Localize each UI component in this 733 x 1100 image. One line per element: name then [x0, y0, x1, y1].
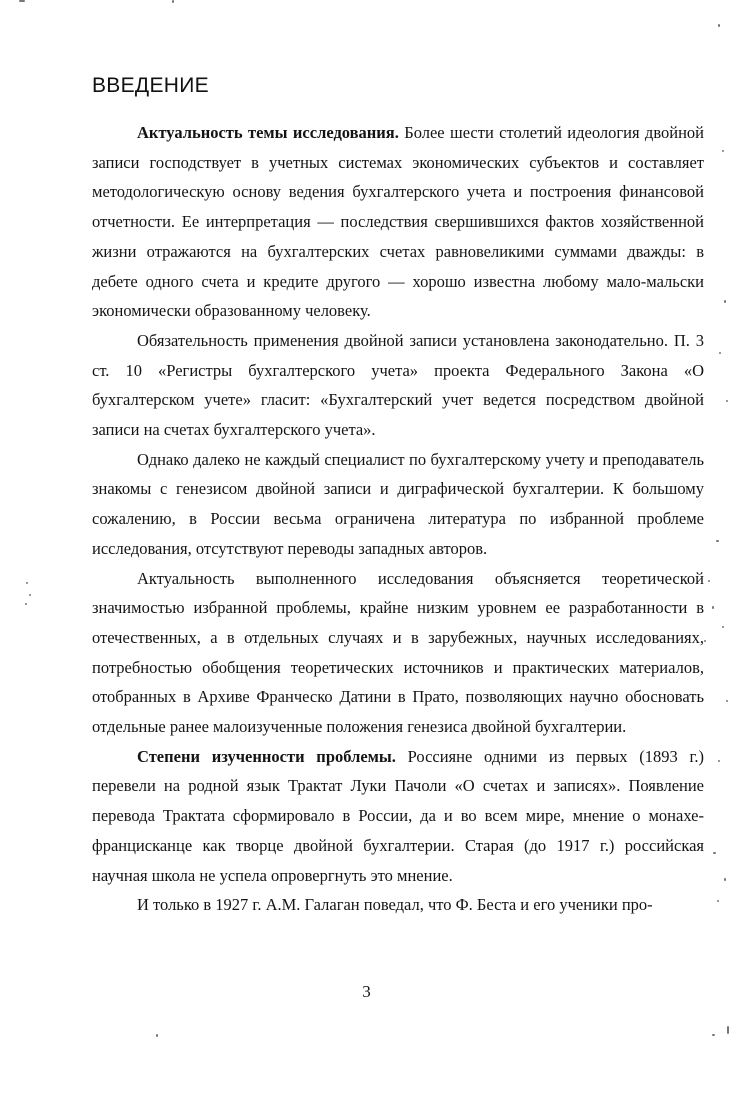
paragraph-relevance — [92, 118, 704, 326]
paragraph-literature — [92, 445, 704, 564]
paragraph-text: Более шести столетий идеология двойной записи господствует в учетных системах экономических субъектов и составляет методологическую основу ведения бухгалтерского учета и построения финансовой отчетности. Ее интерпретация — последствия свершившихся фактов хозяйственной жизни отражаются на бухгалтерских счетах равновеликими суммами дважды: в дебете одного счета и кредите другого — хорошо известна любому мало-мальски экономически образованному человеку. — [92, 123, 704, 321]
paragraph-text: Актуальность выполненного исследования объясняется теоретической значимостью избранной проблемы, крайне низким уровнем ее разработанности в отечественных, а в отдельных случаях и в зарубежных, научных исследованиях, потребностью обобщения теоретических источников и практических материалов, отобранных в Архиве Франческо Датини в Прато, позволяющих научно обосновать отдельные ранее малоизученные положения генезиса двойной бухгалтерии. — [92, 568, 704, 737]
paragraph-lead: Степени изученности проблемы. — [137, 746, 396, 766]
paragraph-text: Россияне одними из первых (1893 г.) перевели на родной язык Трактат Луки Пачоли «О счетах и записях». Появление перевода Трактата сформировало в России, да и во всем мире, мнение о монахе-францисканце как творце двойной бухгалтерии. Старая (до 1917 г.) российская научная школа не успела опровергнуть это мнение. — [92, 746, 704, 885]
paragraph-lead: Актуальность темы исследования. — [137, 123, 399, 142]
paragraph-legal-requirement — [92, 326, 704, 445]
paragraph-text: Однако далеко не каждый специалист по бухгалтерскому учету и преподаватель знакомы с генезисом двойной записи и диграфической бухгалтерии. К большому сожалению, в России весьма ограничена литература по избранной проблеме исследования, отсутствуют переводы западных авторов. — [92, 449, 704, 558]
paragraph-text: Обязательность применения двойной записи установлена законодательно. П. 3 ст. 10 «Регистры бухгалтерского учета» проекта Федерального Закона «О бухгалтерском учете» гласит: «Бухгалтерский учет ведется посредством двойной записи на счетах бухгалтерского учета». — [92, 330, 704, 440]
section-heading: ВВЕДЕНИЕ — [92, 74, 209, 97]
body-text — [92, 118, 704, 920]
paragraph-significance — [92, 564, 704, 742]
paragraph-galagan — [92, 890, 704, 920]
page-number: 3 — [362, 982, 371, 1001]
paragraph-text: И только в 1927 г. А.М. Галаган поведал, что Ф. Беста и его ученики про- — [137, 895, 653, 915]
paragraph-degree-of-study — [92, 742, 704, 891]
